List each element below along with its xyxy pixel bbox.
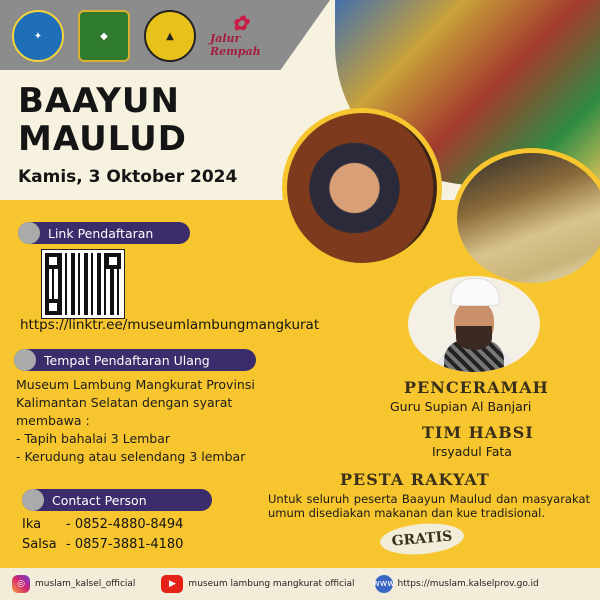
jalur-rempah-text: Jalur Rempah [210,32,261,58]
website-url[interactable]: https://muslam.kalselprov.go.id [397,579,539,589]
registration-url-link[interactable]: https://linktr.ee/museumlambungmangkurat [20,317,320,333]
pill-dot-icon [18,222,40,244]
contact-phone[interactable]: - 0852-4880-8494 [66,517,184,532]
reregistration-label: Tempat Pendaftaran Ulang [44,352,210,368]
jalur-rempah-logo-icon: ✿ Jalur Rempah [210,12,270,60]
contact-name: Ika [22,517,42,532]
contact-person-label: Contact Person [52,492,147,508]
footer-instagram[interactable] [12,575,135,593]
pill-dot-icon [22,489,44,511]
footer-youtube[interactable] [161,575,354,593]
requirement-item: - Kerudung atau selendang 3 lembar [16,449,246,464]
provincial-crest-logo-icon: ◆ [78,10,130,62]
child-photo [282,108,442,268]
event-date: Kamis, 3 Oktober 2024 [18,167,238,187]
registration-link-pill [18,222,190,244]
museum-lambung-mangkurat-logo-icon: ▲ [144,10,196,62]
contact-row [22,535,183,555]
reregistration-line: Museum Lambung Mangkurat Provinsi [16,377,255,392]
pill-dot-icon [14,349,36,371]
reregistration-details [16,376,306,466]
event-title-line2: MAULUD [18,119,187,159]
footer-bar [0,568,600,600]
registration-link-label: Link Pendaftaran [48,225,154,241]
youtube-icon: ▶ [161,575,183,593]
contact-list [22,515,183,555]
speaker-photo [408,276,540,372]
requirement-item: - Tapih bahalai 3 Lembar [16,431,171,446]
reregistration-pill [14,349,256,371]
youtube-channel[interactable]: museum lambung mangkurat official [188,579,355,589]
speaker-heading: PENCERAMAH [404,378,549,397]
registration-qr-code[interactable] [42,250,124,318]
reregistration-line: membawa : [16,413,90,428]
tut-wuri-handayani-logo-icon: ✦ [12,10,64,62]
footer-website[interactable] [372,575,539,593]
logo-row [12,10,270,62]
contact-name: Salsa [22,537,57,552]
reregistration-line: Kalimantan Selatan dengan syarat [16,395,233,410]
speaker-name: Guru Supian Al Banjari [390,399,532,414]
instagram-handle[interactable]: muslam_kalsel_official [35,579,136,589]
pesta-rakyat-heading: PESTA RAKYAT [340,470,490,489]
gratis-badge: GRATIS [379,520,465,557]
contact-phone[interactable]: - 0857-3881-4180 [66,537,184,552]
habsi-name: Irsyadul Fata [432,444,512,459]
event-title-line1: BAAYUN [18,81,180,121]
instagram-icon: ◎ [12,575,30,593]
pesta-rakyat-description: Untuk seluruh peserta Baayun Maulud dan masyarakat umum disediakan makanan dan kue tradisional. [268,492,590,520]
habsi-heading: TIM HABSI [422,423,534,442]
event-title [18,82,187,158]
contact-row [22,515,183,535]
swing-ceremony-photo [452,148,600,288]
website-icon: www [375,575,393,593]
contact-person-pill [22,489,212,511]
